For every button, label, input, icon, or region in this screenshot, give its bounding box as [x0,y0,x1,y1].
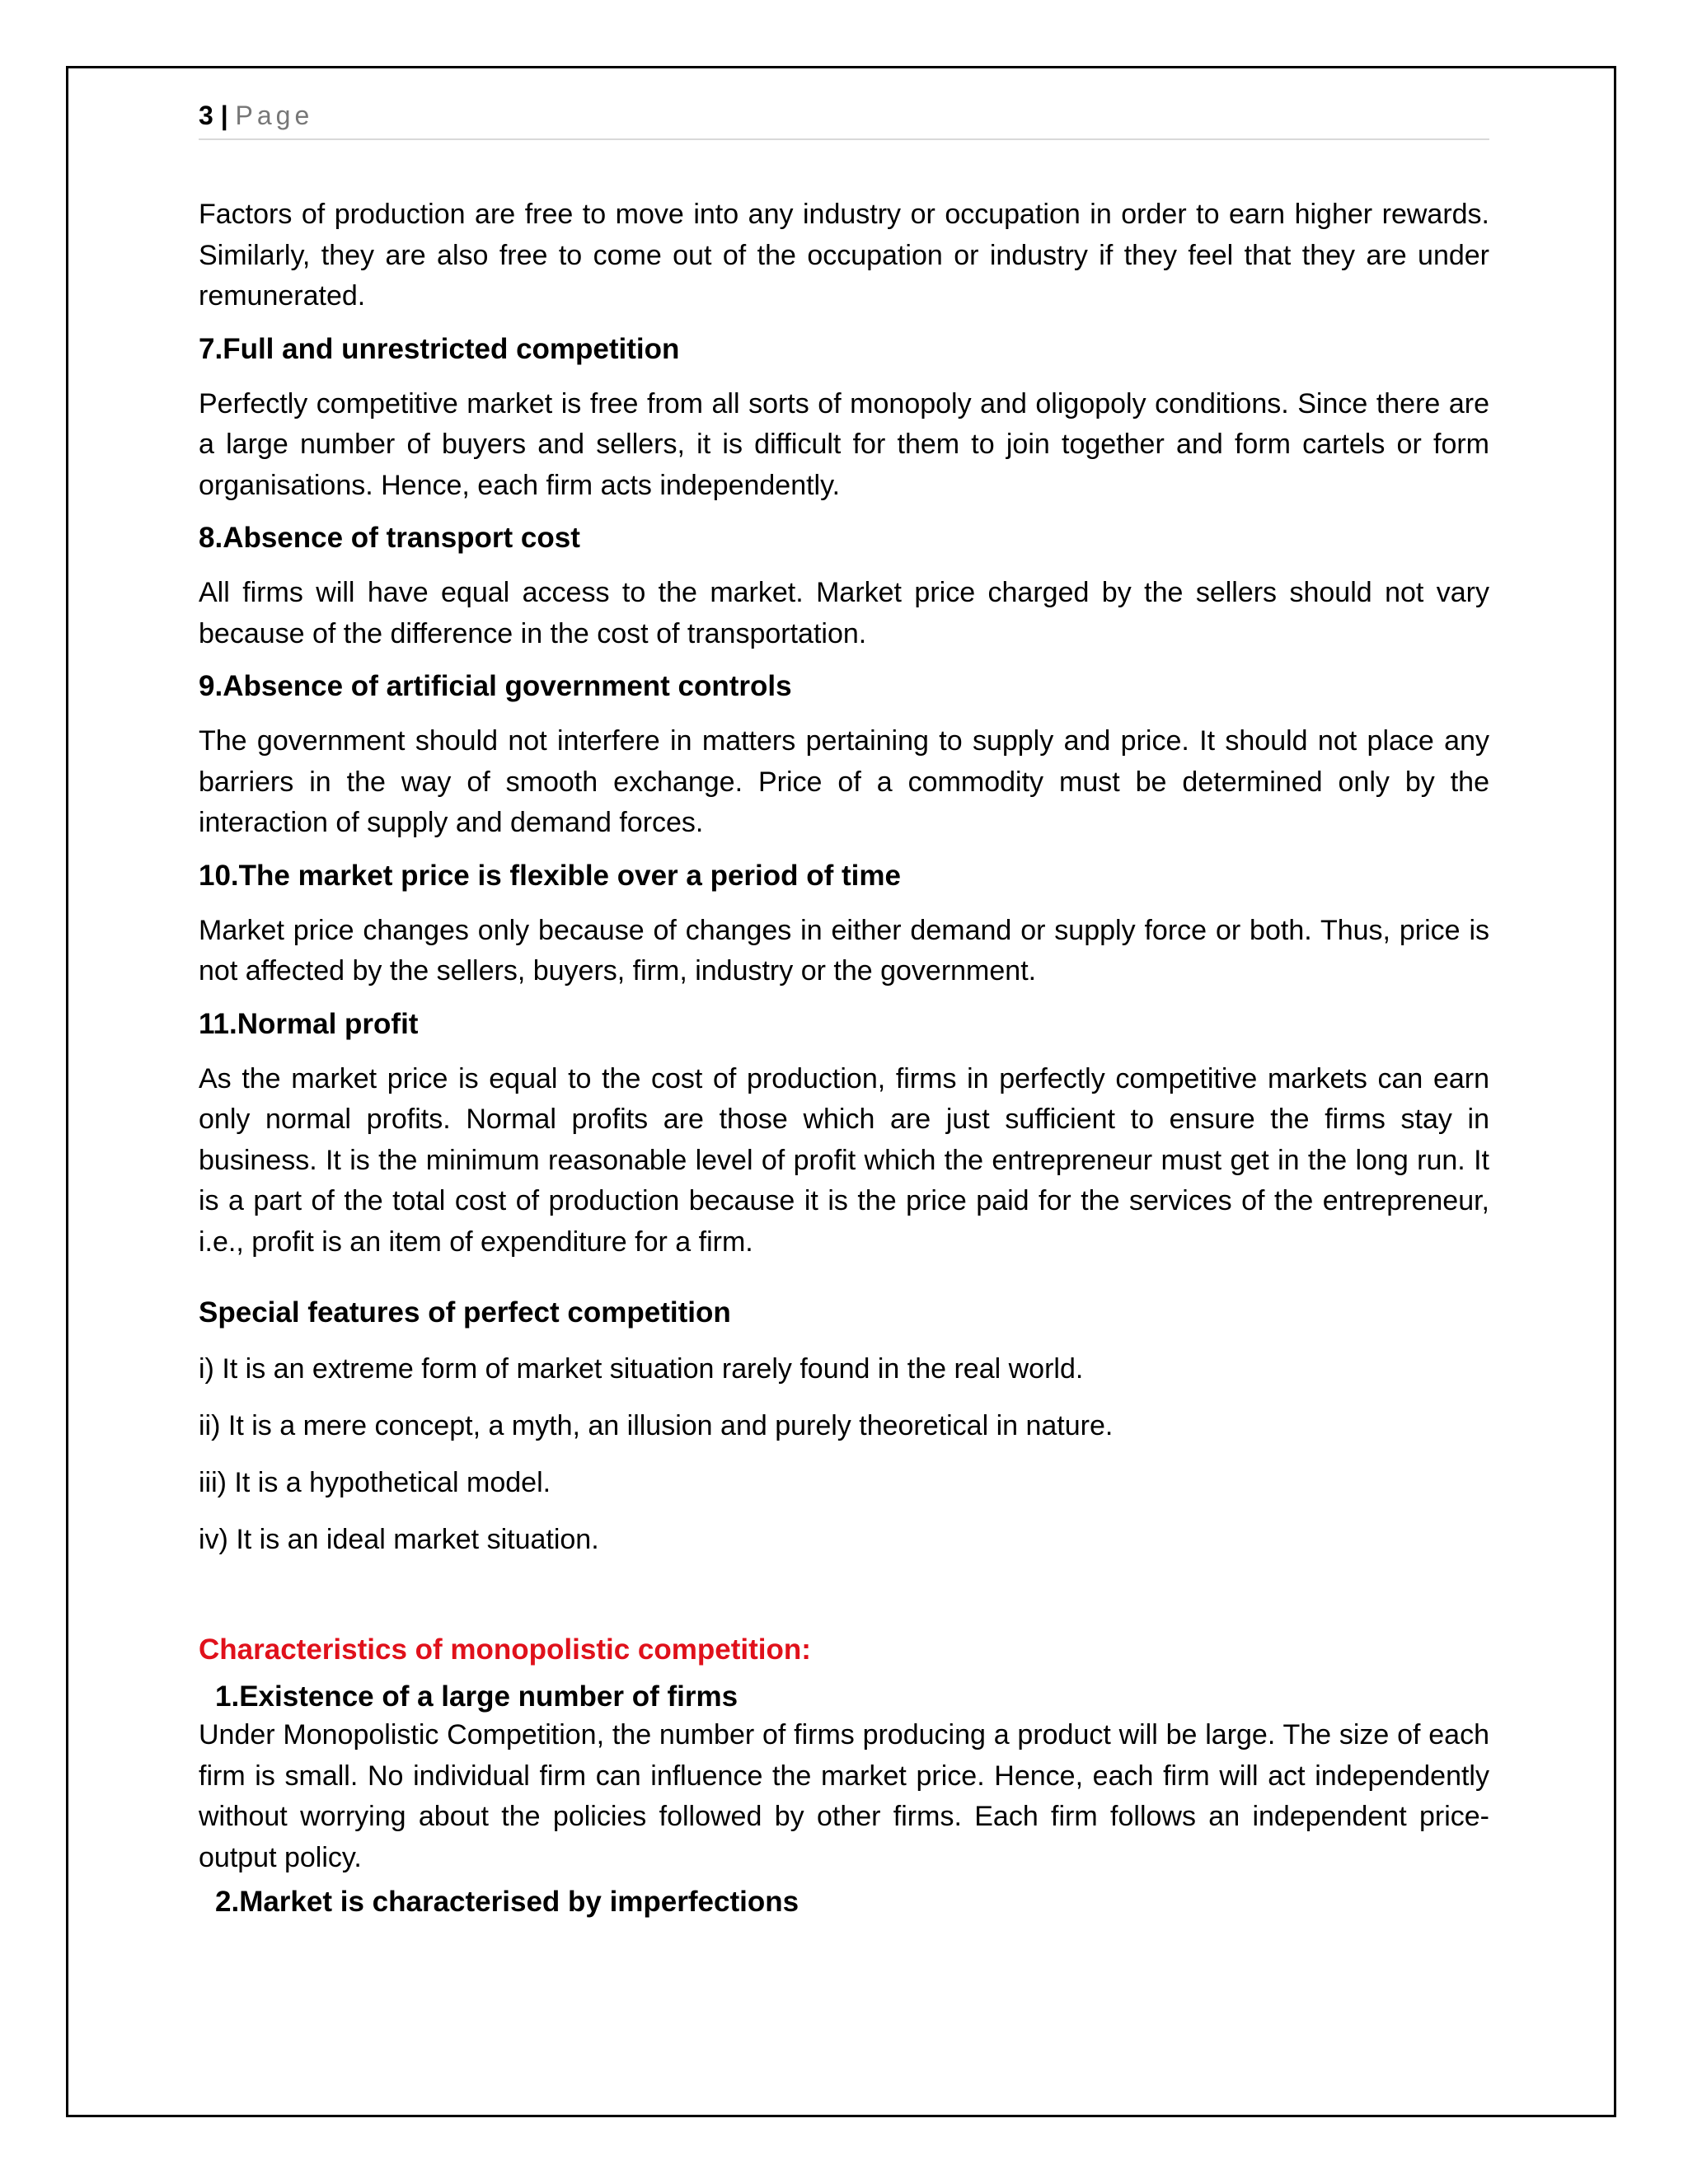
special-feature-item: i) It is an extreme form of market situation rarely found in the real world. [199,1353,1084,1385]
section-body-11: As the market price is equal to the cost of production, firms in perfectly competitive markets can earn only normal profits. Normal profits are those which are just sufficient to ensure the firms stay in business. It is the minimum reasonable level of profit which the entrepreneur must get in the long run. It is a part of the total cost of production because it is the price paid for the services of the entrepreneur, i.e., profit is an item of expenditure for a firm. [199,1062,1489,1258]
section-body-7: Perfectly competitive market is free from all sorts of monopoly and oligopoly conditions. Since there are a large number of buyers and sellers, it is difficult for them to join together and form cartels or form organisations. Hence, each firm acts independently. [199,387,1489,501]
intro-paragraph: Factors of production are free to move into any industry or occupation in order to earn higher rewards. Similarly, they are also free to come out of the occupation or industry if they feel that they are under remunerated. [199,199,1489,312]
section-heading-10: 10.The market price is flexible over a period of time [199,859,901,892]
section-heading-7: 7.Full and unrestricted competition [199,332,680,365]
monopolistic-sub-heading-2: 2.Market is characterised by imperfections [215,1886,799,1918]
special-feature-item: iv) It is an ideal market situation. [199,1524,599,1555]
special-feature-item: iii) It is a hypothetical model. [199,1467,551,1498]
page-content [199,97,1489,1922]
monopolistic-body-1: Under Monopolistic Competition, the number of firms producing a product will be large. The size of each firm is small. No individual firm can influence the market price. Hence, each firm will act independently without worrying about the policies followed by other firms. Each firm follows an independent price-output policy. [199,1719,1489,1873]
section-body-10: Market price changes only because of changes in either demand or supply force or both. Thus, price is not affected by the sellers, buyers, firm, industry or the government. [199,914,1489,987]
page-header [199,97,1489,140]
section-body-9: The government should not interfere in matters pertaining to supply and price. It should not place any barriers in the way of smooth exchange. Price of a commodity must be determined only by the interaction of supply and demand forces. [199,725,1489,838]
section-body-8: All firms will have equal access to the market. Market price charged by the sellers should not vary because of the difference in the cost of transportation. [199,577,1489,649]
special-feature-item: ii) It is a mere concept, a myth, an illusion and purely theoretical in nature. [199,1410,1114,1441]
page-label: Page [235,101,314,130]
section-heading-8: 8.Absence of transport cost [199,522,580,554]
page-number: 3 [199,101,213,130]
header-separator: | [213,101,236,130]
monopolistic-heading: Characteristics of monopolistic competition: [199,1633,811,1666]
section-heading-11: 11.Normal profit [199,1007,419,1040]
special-features-heading: Special features of perfect competition [199,1296,731,1329]
section-heading-9: 9.Absence of artificial government controls [199,670,792,702]
monopolistic-sub-heading-1: 1.Existence of a large number of firms [215,1680,738,1713]
